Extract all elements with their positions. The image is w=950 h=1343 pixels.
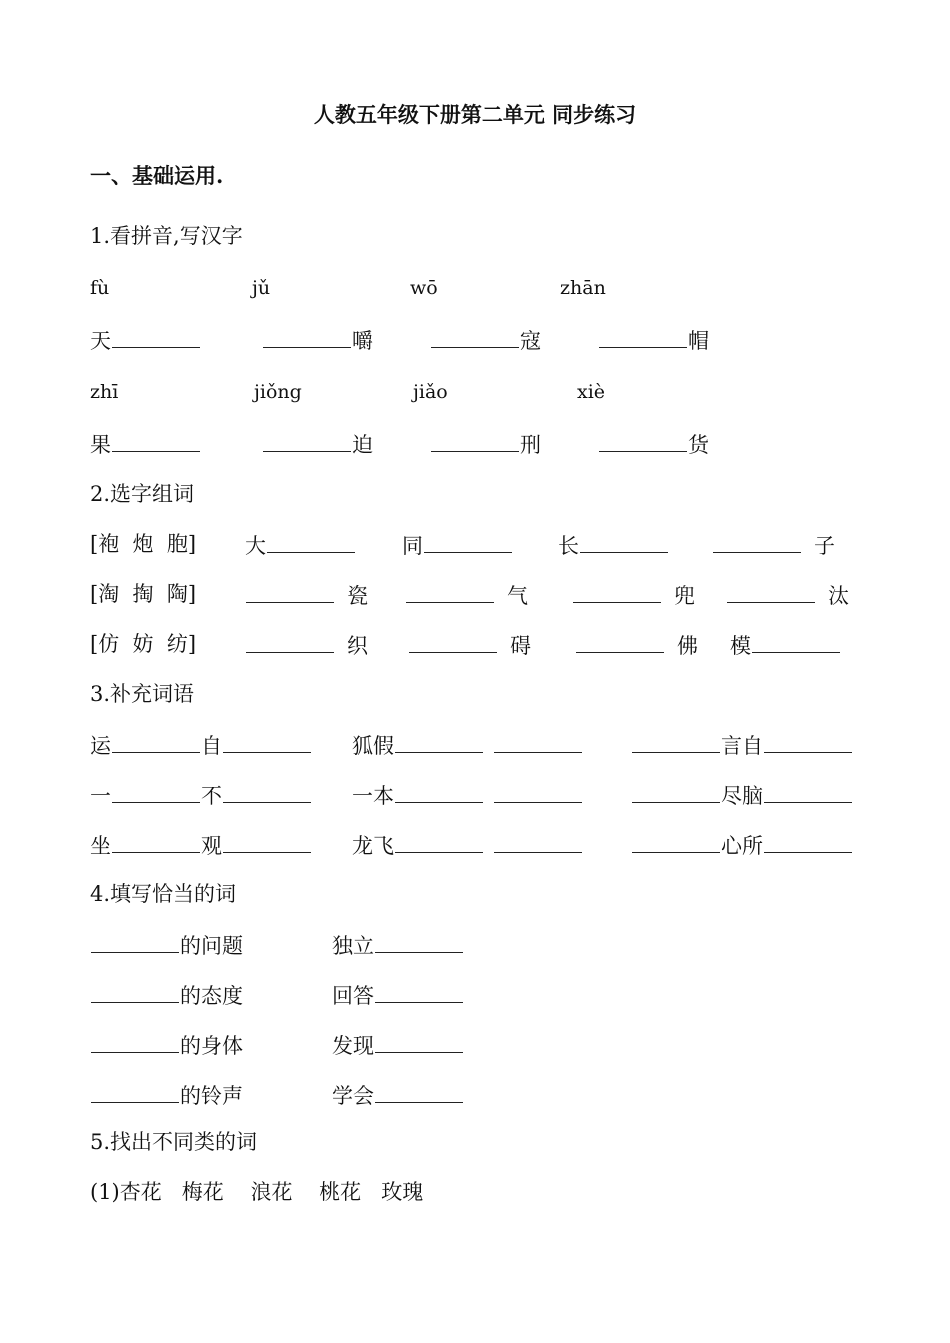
given-char: 狐假 bbox=[352, 734, 394, 758]
idiom-fill-item bbox=[90, 832, 312, 856]
char-choice-group: [淘 掏 陶] bbox=[90, 582, 197, 606]
question-1-heading: 1.看拼音,写汉字 bbox=[90, 224, 243, 248]
answer-blank[interactable] bbox=[91, 982, 179, 1003]
given-phrase: 学会 bbox=[332, 1084, 374, 1108]
answer-blank[interactable] bbox=[494, 782, 582, 803]
answer-blank[interactable] bbox=[223, 732, 311, 753]
question-5-heading: 5.找出不同类的词 bbox=[90, 1130, 258, 1154]
pinyin: xiè bbox=[577, 381, 606, 403]
pinyin: fù bbox=[90, 277, 110, 299]
given-phrase: 回答 bbox=[332, 984, 374, 1008]
word-fill-item bbox=[726, 582, 849, 606]
answer-blank[interactable] bbox=[112, 732, 200, 753]
page-title: 人教五年级下册第二单元 同步练习 bbox=[313, 102, 637, 127]
pinyin: jiǒng bbox=[254, 381, 302, 403]
answer-blank[interactable] bbox=[91, 1082, 179, 1103]
answer-blank[interactable] bbox=[632, 732, 720, 753]
word-fill-item bbox=[262, 327, 373, 351]
phrase-fill-item bbox=[332, 1082, 464, 1106]
given-char: 同 bbox=[402, 534, 423, 558]
answer-blank[interactable] bbox=[112, 431, 200, 452]
answer-blank[interactable] bbox=[409, 632, 497, 653]
given-char: 一 bbox=[90, 784, 111, 808]
word-fill-item bbox=[245, 582, 368, 606]
answer-blank[interactable] bbox=[112, 782, 200, 803]
char-choice-group: [仿 妨 纺] bbox=[90, 632, 197, 656]
answer-blank[interactable] bbox=[246, 632, 334, 653]
answer-blank[interactable] bbox=[764, 832, 852, 853]
answer-blank[interactable] bbox=[632, 782, 720, 803]
answer-blank[interactable] bbox=[494, 832, 582, 853]
question-3-heading: 3.补充词语 bbox=[90, 682, 195, 706]
section-heading: 一、基础运用. bbox=[90, 163, 224, 188]
answer-blank[interactable] bbox=[223, 782, 311, 803]
answer-blank[interactable] bbox=[632, 832, 720, 853]
given-phrase: 发现 bbox=[332, 1034, 374, 1058]
word-fill-item bbox=[598, 327, 709, 351]
phrase-fill-item bbox=[332, 932, 464, 956]
given-phrase: 独立 bbox=[332, 934, 374, 958]
answer-blank[interactable] bbox=[406, 582, 494, 603]
question-4-heading: 4.填写恰当的词 bbox=[90, 882, 237, 906]
pinyin: wō bbox=[410, 277, 438, 299]
word-fill-item bbox=[558, 532, 669, 556]
word-fill-item bbox=[430, 327, 541, 351]
word-fill-item bbox=[245, 532, 356, 556]
idiom-fill-item bbox=[90, 782, 312, 806]
question-2-heading: 2.选字组词 bbox=[90, 482, 195, 506]
word-fill-item bbox=[90, 327, 201, 351]
answer-blank[interactable] bbox=[431, 431, 519, 452]
answer-blank[interactable] bbox=[764, 732, 852, 753]
word-fill-item bbox=[730, 632, 841, 656]
given-char: 子 bbox=[814, 534, 835, 558]
given-char: 运 bbox=[90, 734, 111, 758]
answer-blank[interactable] bbox=[263, 431, 351, 452]
phrase-fill-item bbox=[90, 982, 243, 1006]
answer-blank[interactable] bbox=[91, 1032, 179, 1053]
answer-blank[interactable] bbox=[112, 832, 200, 853]
idiom-fill-item bbox=[631, 832, 853, 856]
answer-blank[interactable] bbox=[375, 982, 463, 1003]
answer-blank[interactable] bbox=[727, 582, 815, 603]
given-phrase: 的态度 bbox=[180, 984, 243, 1008]
word-fill-item bbox=[430, 431, 541, 455]
given-char: 心所 bbox=[721, 834, 763, 858]
given-char: 寇 bbox=[520, 329, 541, 353]
answer-blank[interactable] bbox=[424, 532, 512, 553]
answer-blank[interactable] bbox=[764, 782, 852, 803]
given-char: 嚼 bbox=[352, 329, 373, 353]
word-list-item: (1)杏花 梅花 浪花 桃花 玫瑰 bbox=[90, 1180, 424, 1204]
answer-blank[interactable] bbox=[573, 582, 661, 603]
idiom-fill-item bbox=[352, 732, 583, 756]
given-char: 刑 bbox=[520, 433, 541, 457]
given-char: 瓷 bbox=[347, 584, 368, 608]
answer-blank[interactable] bbox=[263, 327, 351, 348]
idiom-fill-item bbox=[631, 732, 853, 756]
given-char: 迫 bbox=[352, 433, 373, 457]
answer-blank[interactable] bbox=[580, 532, 668, 553]
answer-blank[interactable] bbox=[267, 532, 355, 553]
answer-blank[interactable] bbox=[395, 732, 483, 753]
given-char: 模 bbox=[730, 634, 751, 658]
pinyin: jǔ bbox=[252, 277, 271, 299]
answer-blank[interactable] bbox=[112, 327, 200, 348]
given-char: 一本 bbox=[352, 784, 394, 808]
answer-blank[interactable] bbox=[91, 932, 179, 953]
idiom-fill-item bbox=[631, 782, 853, 806]
answer-blank[interactable] bbox=[576, 632, 664, 653]
answer-blank[interactable] bbox=[599, 431, 687, 452]
answer-blank[interactable] bbox=[713, 532, 801, 553]
answer-blank[interactable] bbox=[395, 832, 483, 853]
given-char: 货 bbox=[688, 433, 709, 457]
answer-blank[interactable] bbox=[494, 732, 582, 753]
given-char: 汰 bbox=[828, 584, 849, 608]
given-char: 尽脑 bbox=[721, 784, 763, 808]
given-char: 观 bbox=[201, 834, 222, 858]
given-char: 气 bbox=[507, 584, 528, 608]
given-char: 天 bbox=[90, 329, 111, 353]
phrase-fill-item bbox=[90, 932, 243, 956]
word-fill-item bbox=[402, 532, 513, 556]
char-choice-group: [袍 炮 胞] bbox=[90, 532, 197, 556]
given-char: 果 bbox=[90, 433, 111, 457]
given-char: 织 bbox=[347, 634, 368, 658]
answer-blank[interactable] bbox=[375, 1082, 463, 1103]
pinyin: jiǎo bbox=[413, 381, 448, 403]
idiom-fill-item bbox=[352, 832, 583, 856]
answer-blank[interactable] bbox=[599, 327, 687, 348]
pinyin: zhī bbox=[90, 381, 119, 403]
given-char: 大 bbox=[245, 534, 266, 558]
given-char: 佛 bbox=[677, 634, 698, 658]
given-char: 帽 bbox=[688, 329, 709, 353]
idiom-fill-item bbox=[90, 732, 312, 756]
word-fill-item bbox=[408, 632, 531, 656]
answer-blank[interactable] bbox=[752, 632, 840, 653]
given-char: 自 bbox=[201, 734, 222, 758]
given-char: 碍 bbox=[510, 634, 531, 658]
word-fill-item bbox=[575, 632, 698, 656]
given-char: 不 bbox=[201, 784, 222, 808]
word-fill-item bbox=[405, 582, 528, 606]
word-fill-item bbox=[598, 431, 709, 455]
given-phrase: 的问题 bbox=[180, 934, 243, 958]
phrase-fill-item bbox=[332, 1032, 464, 1056]
given-phrase: 的铃声 bbox=[180, 1084, 243, 1108]
answer-blank[interactable] bbox=[223, 832, 311, 853]
word-fill-item bbox=[245, 632, 368, 656]
word-fill-item bbox=[90, 431, 201, 455]
given-char: 坐 bbox=[90, 834, 111, 858]
pinyin: zhān bbox=[560, 277, 606, 299]
answer-blank[interactable] bbox=[375, 932, 463, 953]
given-phrase: 的身体 bbox=[180, 1034, 243, 1058]
given-char: 兜 bbox=[674, 584, 695, 608]
answer-blank[interactable] bbox=[375, 1032, 463, 1053]
idiom-fill-item bbox=[352, 782, 583, 806]
given-char: 言自 bbox=[721, 734, 763, 758]
answer-blank[interactable] bbox=[395, 782, 483, 803]
phrase-fill-item bbox=[90, 1082, 243, 1106]
word-fill-item bbox=[262, 431, 373, 455]
phrase-fill-item bbox=[332, 982, 464, 1006]
word-fill-item bbox=[572, 582, 695, 606]
phrase-fill-item bbox=[90, 1032, 243, 1056]
given-char: 龙飞 bbox=[352, 834, 394, 858]
answer-blank[interactable] bbox=[246, 582, 334, 603]
given-char: 长 bbox=[558, 534, 579, 558]
answer-blank[interactable] bbox=[431, 327, 519, 348]
word-fill-item bbox=[712, 532, 835, 556]
